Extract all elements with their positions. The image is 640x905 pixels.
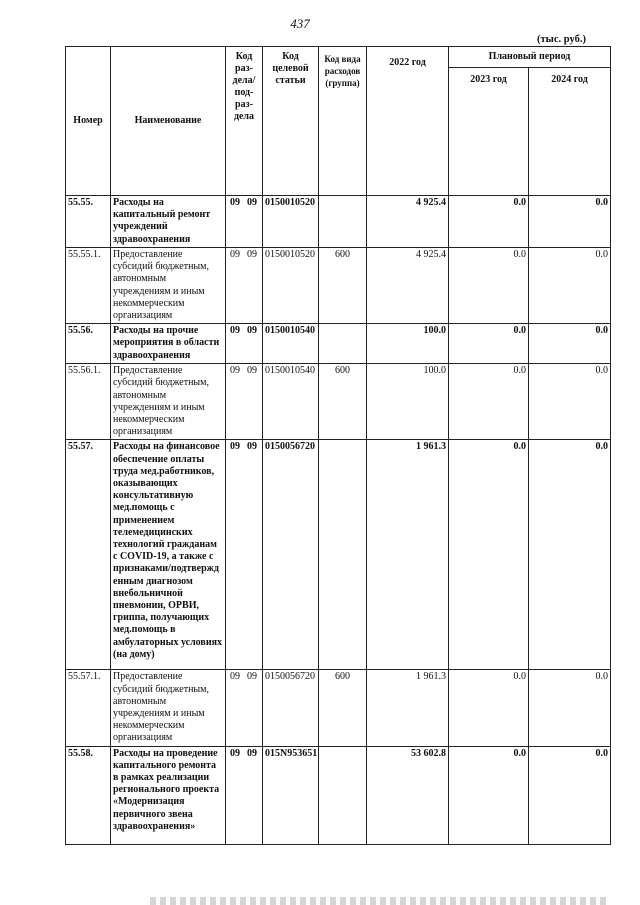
units-label: (тыс. руб.): [537, 34, 586, 45]
row-expense-code: 600: [319, 670, 367, 746]
row-amount-2024: 0.0: [529, 324, 611, 364]
row-subsection-code: [226, 746, 263, 844]
row-target-code: 0150010520: [263, 196, 319, 248]
header-expense-code: Код вида расходов (группа): [319, 47, 367, 196]
row-amount-2023: 0.0: [449, 248, 529, 324]
row-expense-code: [319, 324, 367, 364]
row-number: 55.56.: [66, 324, 111, 364]
row-number: 55.57.1.: [66, 670, 111, 746]
row-subsection-code: [226, 248, 263, 324]
section-code: 09: [230, 671, 240, 683]
subsection-code: 09: [247, 671, 257, 683]
table-row: [66, 324, 611, 364]
table-row: [66, 248, 611, 324]
subsection-code: 09: [247, 747, 257, 759]
table-body: [66, 196, 611, 845]
row-name: Предоставление субсидий бюджетным, автономным учреждениям и иным некоммерческим организациям: [111, 248, 226, 324]
row-amount-2024: 0.0: [529, 746, 611, 844]
header-planning-period: Плановый период: [449, 47, 611, 68]
row-amount-2022: 4 925.4: [367, 196, 449, 248]
row-amount-2023: 0.0: [449, 196, 529, 248]
subsection-code: 09: [247, 441, 257, 453]
table-row: [66, 364, 611, 440]
section-code: 09: [230, 197, 240, 208]
subsection-code: 09: [247, 365, 257, 377]
row-amount-2024: 0.0: [529, 248, 611, 324]
row-amount-2024: 0.0: [529, 440, 611, 670]
row-target-code: 0150010540: [263, 324, 319, 364]
row-amount-2022: 1 961.3: [367, 440, 449, 670]
header-year-2023: 2023 год: [449, 68, 529, 196]
section-code: 09: [230, 249, 240, 260]
row-amount-2023: 0.0: [449, 670, 529, 746]
section-code: 09: [230, 325, 240, 337]
budget-table: [65, 46, 611, 845]
section-code: 09: [230, 365, 240, 377]
row-name: Предоставление субсидий бюджетным, автономным учреждениям и иным некоммерческим организациям: [111, 364, 226, 440]
table-row: [66, 746, 611, 844]
row-name: Расходы на финансовое обеспечение оплаты труда мед.работников, оказывающих консультативную мед.помощь с применением телемедицинских технологий гражданам с COVID-19, а также с признаками/подтвержд енным диагнозом внебольничной пневмонии, ОРВИ, гриппа, получающих мед.помощь в амбулаторных условиях (на дому): [111, 440, 226, 670]
row-subsection-code: [226, 364, 263, 440]
row-amount-2023: 0.0: [449, 364, 529, 440]
row-name: Расходы на капитальный ремонт учреждений здравоохранения: [111, 196, 226, 248]
subsection-code: 09: [247, 197, 257, 208]
row-name: Расходы на прочие мероприятия в области здравоохранения: [111, 324, 226, 364]
row-amount-2022: 1 961.3: [367, 670, 449, 746]
header-name: Наименование: [111, 47, 226, 196]
row-amount-2022: 100.0: [367, 324, 449, 364]
row-expense-code: [319, 746, 367, 844]
header-subsection-code: Код раз-дела/ под-раз-дела: [226, 47, 263, 196]
row-subsection-code: [226, 196, 263, 248]
page-number: 437: [290, 16, 310, 31]
row-target-code: 0150010540: [263, 364, 319, 440]
section-code: 09: [230, 441, 240, 453]
header-target-code: Код целевой статьи: [263, 47, 319, 196]
row-subsection-code: [226, 440, 263, 670]
row-number: 55.55.1.: [66, 248, 111, 324]
row-amount-2022: 53 602.8: [367, 746, 449, 844]
row-number: 55.57.: [66, 440, 111, 670]
row-amount-2024: 0.0: [529, 364, 611, 440]
row-amount-2022: 100.0: [367, 364, 449, 440]
row-amount-2023: 0.0: [449, 324, 529, 364]
row-subsection-code: [226, 670, 263, 746]
row-target-code: 0150056720: [263, 440, 319, 670]
row-target-code: 015N953651: [263, 746, 319, 844]
row-expense-code: 600: [319, 248, 367, 324]
row-name: Предоставление субсидий бюджетным, автономным учреждениям и иным некоммерческим организациям: [111, 670, 226, 746]
row-target-code: 0150010520: [263, 248, 319, 324]
row-target-code: 0150056720: [263, 670, 319, 746]
row-expense-code: [319, 196, 367, 248]
section-code: 09: [230, 747, 240, 759]
row-expense-code: [319, 440, 367, 670]
row-amount-2024: 0.0: [529, 670, 611, 746]
footer-scan-mark: [150, 897, 610, 905]
row-expense-code: 600: [319, 364, 367, 440]
table-row: [66, 440, 611, 670]
table-row: [66, 196, 611, 248]
row-number: 55.56.1.: [66, 364, 111, 440]
row-amount-2022: 4 925.4: [367, 248, 449, 324]
row-subsection-code: [226, 324, 263, 364]
header-number: Номер: [66, 47, 111, 196]
row-amount-2023: 0.0: [449, 440, 529, 670]
subsection-code: 09: [247, 325, 257, 337]
row-amount-2023: 0.0: [449, 746, 529, 844]
row-number: 55.55.: [66, 196, 111, 248]
row-amount-2024: 0.0: [529, 196, 611, 248]
table-row: [66, 670, 611, 746]
row-name: Расходы на проведение капитального ремонта в рамках реализации регионального проекта «Модернизация первичного звена здравоохранения»: [111, 746, 226, 844]
subsection-code: 09: [247, 249, 257, 260]
header-year-2024: 2024 год: [529, 68, 611, 196]
header-year-2022: 2022 год: [367, 47, 449, 196]
row-number: 55.58.: [66, 746, 111, 844]
